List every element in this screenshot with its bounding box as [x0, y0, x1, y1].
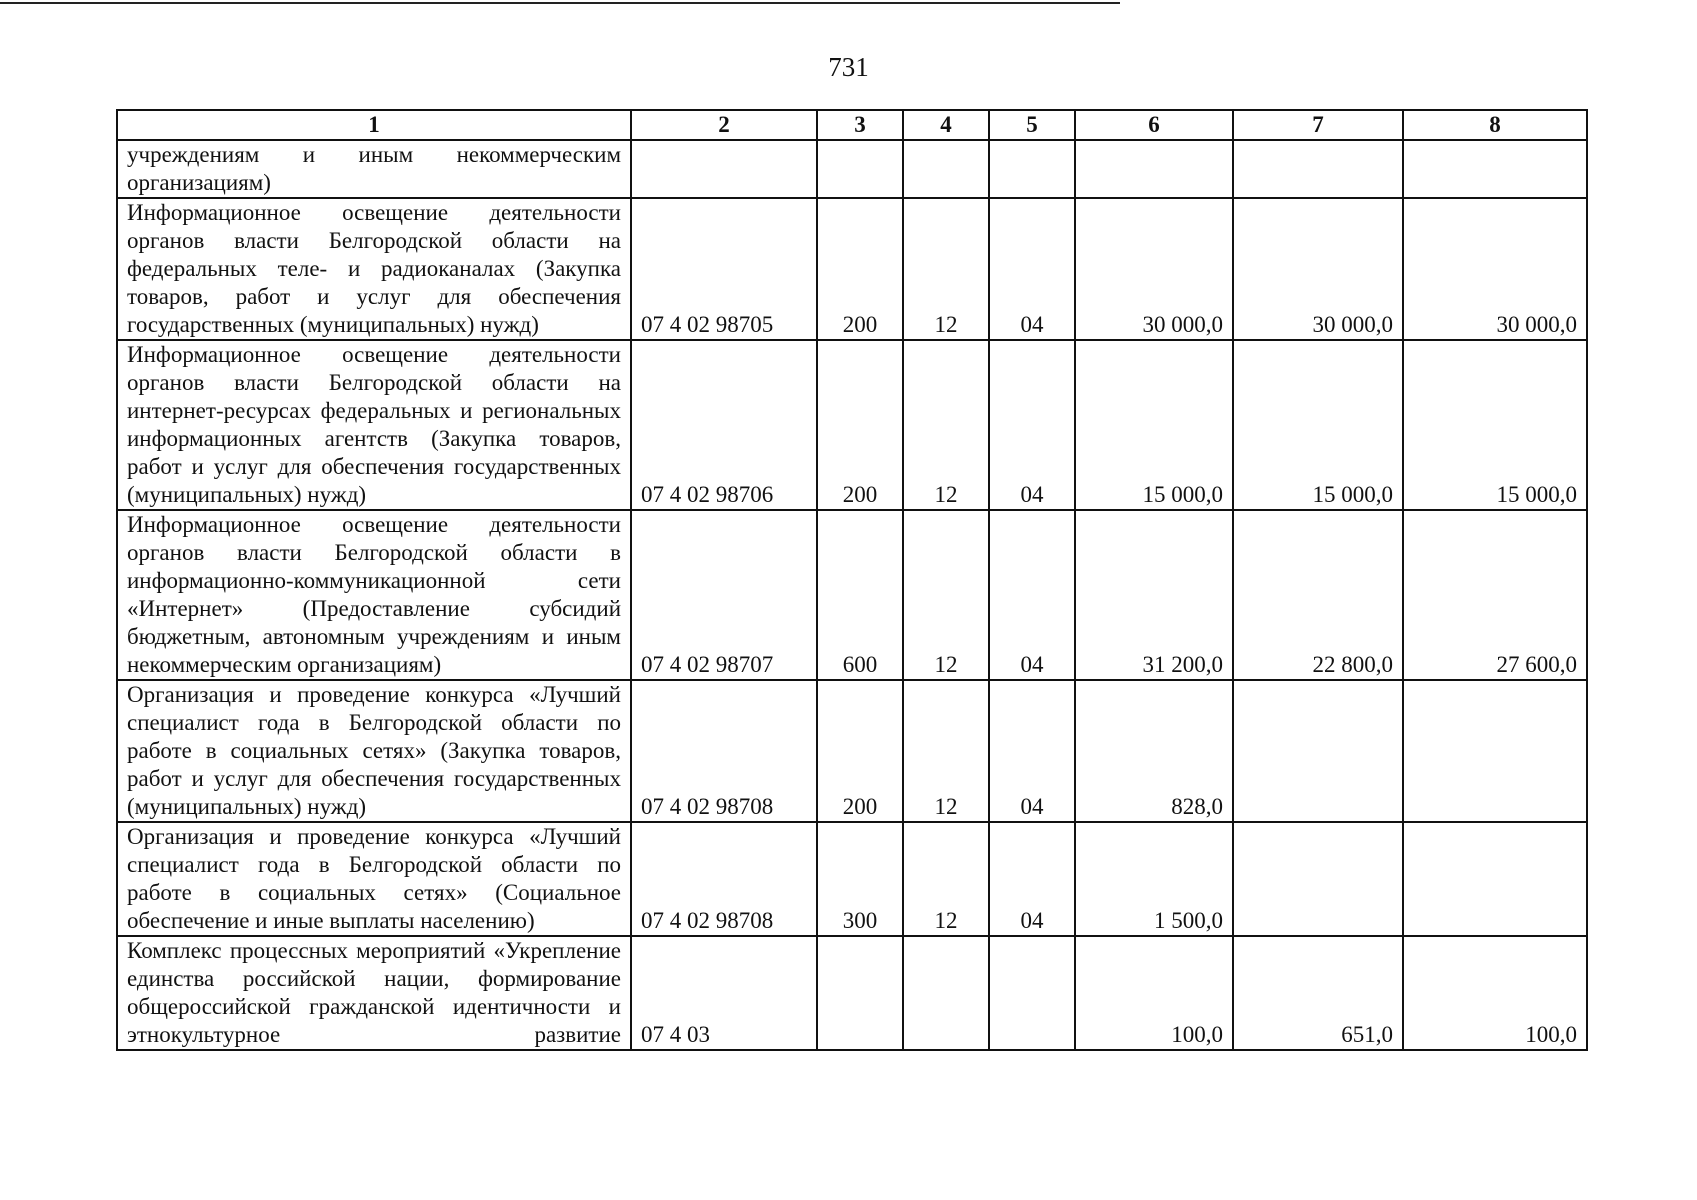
- column-header: 8: [1403, 110, 1587, 140]
- row-col4: [903, 140, 989, 198]
- row-col3: 200: [817, 680, 903, 822]
- row-description: Информационное освещение деятельности органов власти Белгородской области на интернет-ресурсах федеральных и региональных информационных агентств (Закупка товаров, работ и услуг для обеспечения государственных (муниципальных) нужд): [117, 340, 631, 510]
- row-code: 07 4 03: [631, 936, 817, 1050]
- row-code: 07 4 02 98708: [631, 680, 817, 822]
- row-col8: 30 000,0: [1403, 198, 1587, 340]
- table-row: [117, 510, 1587, 680]
- row-col4: [903, 936, 989, 1050]
- row-col7: 15 000,0: [1233, 340, 1403, 510]
- row-description: Информационное освещение деятельности органов власти Белгородской области в информационно-коммуникационной сети «Интернет» (Предоставление субсидий бюджетным, автономным учреждениям и иным некоммерческим организациям): [117, 510, 631, 680]
- row-col4: 12: [903, 198, 989, 340]
- row-col6: 30 000,0: [1075, 198, 1233, 340]
- row-col3: 300: [817, 822, 903, 936]
- column-header: 1: [117, 110, 631, 140]
- column-header: 5: [989, 110, 1075, 140]
- row-code: 07 4 02 98707: [631, 510, 817, 680]
- row-col3: 200: [817, 340, 903, 510]
- row-description: Организация и проведение конкурса «Лучший специалист года в Белгородской области по работе в социальных сетях» (Закупка товаров, работ и услуг для обеспечения государственных (муниципальных) нужд): [117, 680, 631, 822]
- row-col6: 31 200,0: [1075, 510, 1233, 680]
- row-description: Информационное освещение деятельности органов власти Белгородской области на федеральных теле- и радиоканалах (Закупка товаров, работ и услуг для обеспечения государственных (муниципальных) нужд): [117, 198, 631, 340]
- row-col8: [1403, 140, 1587, 198]
- row-col7: [1233, 140, 1403, 198]
- row-col3: 200: [817, 198, 903, 340]
- row-col7: [1233, 680, 1403, 822]
- row-col6: [1075, 140, 1233, 198]
- top-rule: [0, 2, 1120, 4]
- row-col6: 15 000,0: [1075, 340, 1233, 510]
- row-col6: 1 500,0: [1075, 822, 1233, 936]
- row-col8: 27 600,0: [1403, 510, 1587, 680]
- row-col8: [1403, 680, 1587, 822]
- row-col7: 30 000,0: [1233, 198, 1403, 340]
- row-col5: 04: [989, 340, 1075, 510]
- table-row: [117, 680, 1587, 822]
- row-col4: 12: [903, 340, 989, 510]
- column-header: 6: [1075, 110, 1233, 140]
- row-col8: [1403, 822, 1587, 936]
- row-code: [631, 140, 817, 198]
- row-col7: 22 800,0: [1233, 510, 1403, 680]
- row-col5: 04: [989, 198, 1075, 340]
- column-header: 4: [903, 110, 989, 140]
- row-col7: 651,0: [1233, 936, 1403, 1050]
- table-row: [117, 198, 1587, 340]
- row-code: 07 4 02 98705: [631, 198, 817, 340]
- row-col6: 828,0: [1075, 680, 1233, 822]
- row-col7: [1233, 822, 1403, 936]
- row-description: Комплекс процессных мероприятий «Укрепление единства российской нации, формирование общероссийской гражданской идентичности и этнокультурное развитие: [117, 936, 631, 1050]
- row-col3: [817, 936, 903, 1050]
- row-col5: [989, 936, 1075, 1050]
- row-col5: 04: [989, 510, 1075, 680]
- row-description: Организация и проведение конкурса «Лучший специалист года в Белгородской области по работе в социальных сетях» (Социальное обеспечение и иные выплаты населению): [117, 822, 631, 936]
- row-code: 07 4 02 98708: [631, 822, 817, 936]
- column-header: 2: [631, 110, 817, 140]
- table-row: [117, 340, 1587, 510]
- row-col3: 600: [817, 510, 903, 680]
- budget-table: [116, 109, 1588, 1051]
- row-col6: 100,0: [1075, 936, 1233, 1050]
- row-col5: [989, 140, 1075, 198]
- row-col5: 04: [989, 680, 1075, 822]
- column-header: 3: [817, 110, 903, 140]
- table-row: [117, 140, 1587, 198]
- table-row: [117, 822, 1587, 936]
- row-description: учреждениям и иным некоммерческим организациям): [117, 140, 631, 198]
- row-col4: 12: [903, 510, 989, 680]
- row-col3: [817, 140, 903, 198]
- column-header: 7: [1233, 110, 1403, 140]
- row-col4: 12: [903, 680, 989, 822]
- row-col8: 15 000,0: [1403, 340, 1587, 510]
- table-row: [117, 936, 1587, 1050]
- row-col8: 100,0: [1403, 936, 1587, 1050]
- row-col5: 04: [989, 822, 1075, 936]
- header-row: [117, 110, 1587, 140]
- row-code: 07 4 02 98706: [631, 340, 817, 510]
- page-number: 731: [828, 52, 869, 82]
- row-col4: 12: [903, 822, 989, 936]
